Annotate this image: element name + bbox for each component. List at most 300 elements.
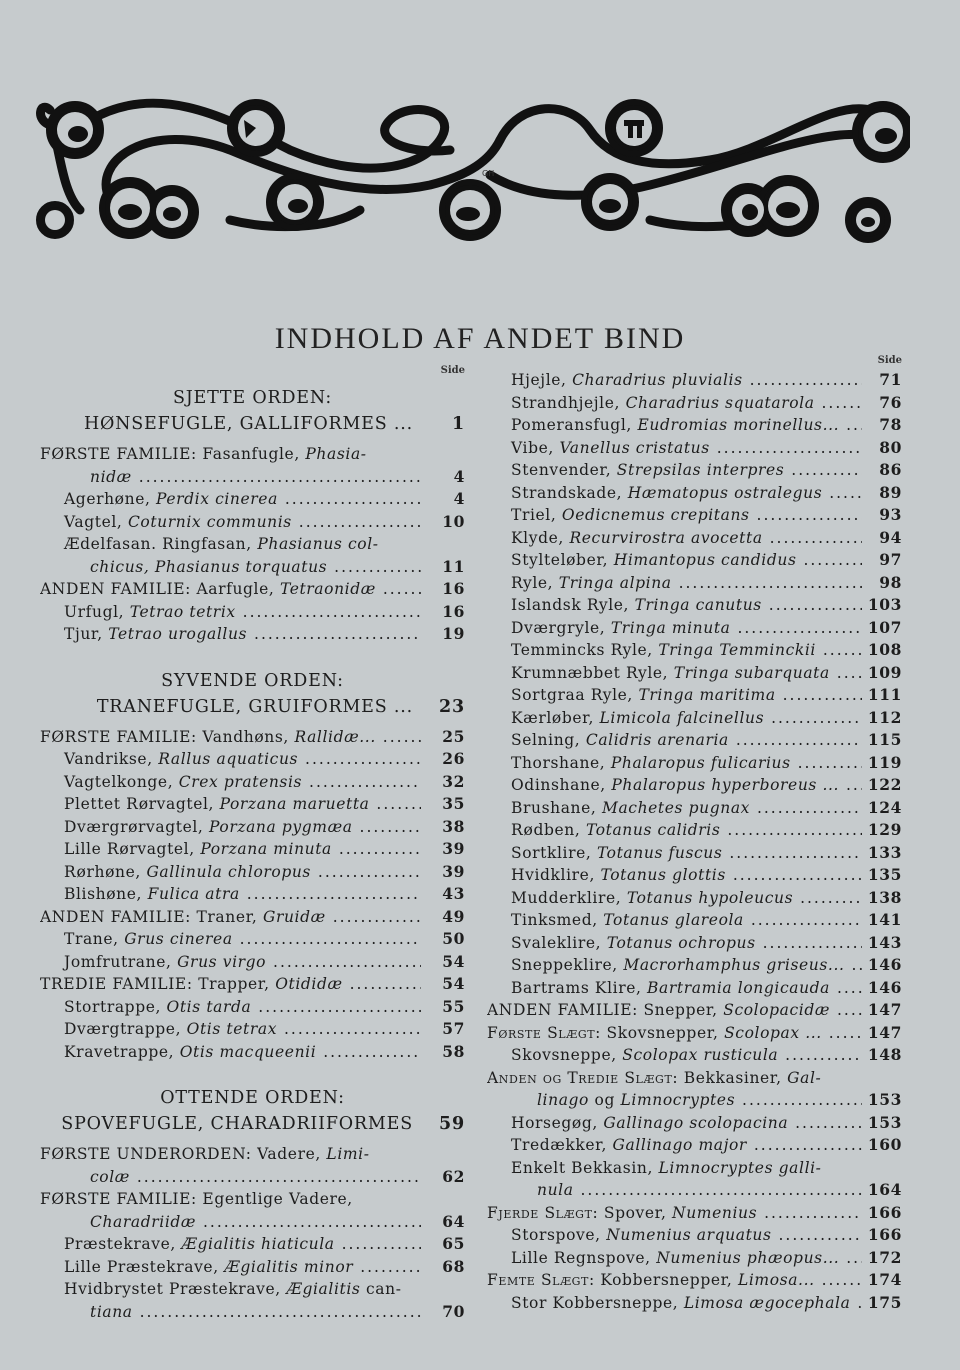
family-common-name: Trapper, (198, 975, 270, 993)
genus-latin-name: Numenius (672, 1203, 758, 1222)
common-name: Rørhøne, (64, 862, 141, 881)
latin-name-hyphen: can- (365, 1280, 402, 1298)
toc-entry[interactable] (487, 437, 902, 460)
order-heading: OTTENDE ORDEN: (160, 1088, 345, 1108)
page-number: 111 (867, 685, 902, 704)
family-common-name: Traner, (196, 907, 258, 926)
page-number: 147 (867, 1022, 902, 1042)
order-title: SPOVEFUGLE, CHARADRIIFORMES (61, 1114, 413, 1134)
toc-entry[interactable] (487, 1022, 902, 1045)
genus-label: Fjerde Slægt: (487, 1203, 599, 1222)
toc-entry[interactable] (487, 1089, 902, 1112)
toc-entry[interactable] (40, 1188, 465, 1211)
page-number: 78 (879, 415, 902, 434)
latin-name: Recurvirostra avocetta (569, 528, 763, 547)
order-title: TRANEFUGLE, GRUIFORMES ... (96, 696, 413, 717)
page-title: INDHOLD AF ANDET BIND (274, 322, 686, 356)
latin-name: Totanus fuscus (596, 843, 723, 862)
common-name: Enkelt Bekkasin, (511, 1158, 653, 1177)
toc-entry[interactable] (40, 511, 465, 534)
toc-entry[interactable] (487, 369, 902, 392)
latin-name: Porzana minuta (200, 840, 332, 858)
toc-entry[interactable] (40, 771, 465, 794)
page-number: 129 (867, 820, 902, 839)
common-name: Triel, (511, 506, 557, 524)
toc-entry[interactable] (487, 752, 902, 775)
page-number: 19 (442, 624, 465, 643)
side-column-label: Side (877, 355, 902, 366)
page-number: 103 (867, 595, 902, 614)
latin-name: Coturnix communis (127, 512, 292, 531)
latin-name: Phasianus col- (257, 535, 379, 553)
toc-entry[interactable] (487, 797, 902, 820)
common-name: Stenvender, (511, 461, 612, 479)
common-name: Agerhøne, (64, 490, 151, 508)
toc-entry[interactable] (487, 729, 902, 752)
toc-entry[interactable] (487, 1044, 902, 1067)
page-number: 4 (453, 489, 465, 508)
page-number: 38 (442, 816, 465, 836)
latin-name: Porzana pygmæa (208, 817, 353, 836)
common-name: Mudderklire, (511, 888, 622, 907)
page-number: 25 (442, 726, 465, 746)
latin-name: Scolopax rusticula (622, 1046, 779, 1064)
toc-entry[interactable] (487, 909, 902, 932)
page-number: 89 (879, 482, 902, 502)
page-number: 62 (442, 1166, 465, 1186)
latin-name: Totanus hypoleucus (626, 888, 794, 907)
latin-name: Otis tarda (166, 997, 252, 1016)
latin-name: Limnocryptes galli- (658, 1158, 822, 1177)
common-name: Vagtelkonge, (64, 772, 174, 791)
family-label: ANDEN FAMILIE: (40, 580, 191, 598)
genus-common-name: Skovsnepper, (606, 1023, 719, 1042)
latin-name: Charadrius pluvialis (572, 371, 743, 389)
latin-name: Totanus glottis (600, 866, 726, 884)
genus-latin-name-2: Limnocryptes (620, 1091, 736, 1109)
common-name: Urfugl, (64, 602, 125, 621)
page-number: 26 (442, 749, 465, 768)
family-latin-name: Gruidæ (262, 907, 326, 926)
latin-name: Fulica atra (147, 885, 240, 903)
common-name: Rødben, (511, 821, 581, 839)
page-number: 153 (867, 1090, 902, 1109)
toc-entry[interactable] (487, 617, 902, 640)
common-name: Sortgraa Ryle, (511, 686, 633, 704)
common-name: Tjur, (64, 625, 103, 643)
toc-entry[interactable] (40, 906, 465, 929)
family-latin-continuation: colæ (90, 1167, 130, 1186)
latin-name: Otis tetrax (186, 1020, 278, 1038)
common-name: Ryle, (511, 573, 554, 592)
genus-common-name: Kobbersnepper, (600, 1271, 733, 1289)
common-name: Jomfrutrane, (64, 952, 172, 971)
latin-name: Ægialitis hiaticula (181, 1235, 335, 1253)
latin-name: Gallinago scolopacina (603, 1113, 789, 1132)
genus-latin-name: Limosa... (737, 1271, 815, 1289)
family-label: FØRSTE UNDERORDEN: (40, 1145, 252, 1163)
page-number: 16 (442, 579, 465, 598)
common-name: Ædelfasan. Ringfasan, (64, 535, 252, 553)
toc-entry[interactable] (40, 726, 465, 749)
common-name: Kærløber, (511, 708, 594, 727)
genus-label: Femte Slægt: (487, 1271, 595, 1289)
toc-entry[interactable] (40, 1041, 465, 1064)
toc-entry[interactable] (40, 1211, 465, 1234)
common-name: Klyde, (511, 528, 564, 547)
toc-entry[interactable] (487, 1269, 902, 1292)
page-number: 138 (867, 887, 902, 907)
page-number: 148 (867, 1045, 902, 1064)
order-heading: SJETTE ORDEN: (172, 388, 333, 408)
page-number: 11 (442, 556, 465, 576)
latin-name-continuation: chicus, Phasianus torquatus (90, 557, 328, 576)
family-label: FØRSTE FAMILIE: (40, 445, 197, 463)
toc-entry[interactable] (487, 954, 902, 977)
latin-name: Tringa alpina (558, 573, 672, 592)
page-number: 107 (867, 617, 902, 637)
toc-entry[interactable] (487, 977, 902, 1000)
page-number: 141 (867, 910, 902, 929)
page-number: 43 (442, 884, 465, 903)
common-name: Vandrikse, (64, 750, 153, 768)
common-name: Krumnæbbet Ryle, (511, 663, 669, 682)
latin-name: Tringa maritima (638, 686, 776, 704)
common-name: Pomeransfugl, (511, 416, 632, 434)
toc-entry[interactable] (487, 774, 902, 797)
latin-name: Limosa ægocephala (683, 1293, 851, 1312)
common-name: Hvidklire, (511, 866, 595, 884)
page-number: 153 (867, 1112, 902, 1132)
page-number: 57 (442, 1019, 465, 1038)
page-number: 160 (867, 1135, 902, 1154)
page-number: 124 (867, 797, 902, 817)
page-number: 23 (439, 696, 465, 717)
toc-entry[interactable] (487, 707, 902, 730)
order-title-entry[interactable] (40, 1111, 465, 1137)
toc-entry[interactable] (40, 928, 465, 951)
page-number: 49 (442, 906, 465, 926)
bird-ornament-band (30, 80, 910, 255)
page-number: 65 (442, 1234, 465, 1253)
toc-entry[interactable] (487, 864, 902, 887)
common-name: Hjejle, (511, 371, 567, 389)
family-common-name: Vandhøns, (202, 727, 289, 746)
page-number: 109 (867, 662, 902, 682)
toc-entry[interactable] (487, 1224, 902, 1247)
page-number: 174 (867, 1270, 902, 1289)
conjunction: og (594, 1091, 615, 1109)
family-latin-name: Tetraonidæ (279, 580, 376, 598)
latin-name: Numenius phæopus... (656, 1248, 840, 1267)
page-number: 172 (867, 1247, 902, 1267)
latin-name-continuation: nula (537, 1181, 574, 1199)
latin-name: Tringa Temminckii (658, 641, 816, 659)
family-latin-continuation: nidæ (90, 467, 132, 486)
toc-entry[interactable] (487, 819, 902, 842)
toc-entry[interactable] (40, 1256, 465, 1279)
toc-entry[interactable] (40, 601, 465, 624)
common-name: Bartrams Klire, (511, 978, 642, 997)
toc-entry[interactable] (487, 662, 902, 685)
common-name: Dværgryle, (511, 618, 606, 637)
toc-entry[interactable] (487, 1134, 902, 1157)
common-name: Vagtel, (64, 512, 123, 531)
latin-name: Tetrao urogallus (108, 625, 248, 643)
latin-name: Calidris arenaria (585, 731, 729, 749)
toc-entry[interactable] (40, 1233, 465, 1256)
common-name: Horsegøg, (511, 1113, 598, 1132)
family-label: ANDEN FAMILIE: (40, 907, 191, 926)
toc-entry[interactable] (487, 1247, 902, 1270)
common-name: Svaleklire, (511, 933, 602, 952)
common-name: Stor Kobbersneppe, (511, 1293, 679, 1312)
toc-entry[interactable] (40, 556, 465, 579)
latin-name: Phalaropus fulicarius (610, 753, 791, 772)
page-number: 146 (867, 955, 902, 974)
page-number: 175 (867, 1292, 902, 1312)
common-name: Dværgtrappe, (64, 1020, 182, 1038)
toc-entry[interactable] (487, 1157, 902, 1180)
latin-name: Grus cinerea (124, 930, 233, 948)
family-common-name: Fasanfugle, (202, 445, 300, 463)
page-number: 68 (442, 1256, 465, 1276)
common-name: Plettet Rørvagtel, (64, 795, 215, 813)
common-name: Lille Rørvagtel, (64, 840, 195, 858)
genus-label: Anden og Tredie Slægt: (487, 1068, 679, 1087)
common-name: Thorshane, (511, 753, 606, 772)
toc-entry[interactable] (40, 1143, 465, 1166)
common-name: Odinshane, (511, 776, 606, 794)
page-number: 54 (442, 974, 465, 993)
latin-name-continuation: tiana (90, 1302, 133, 1321)
toc-entry[interactable] (487, 1067, 902, 1090)
family-latin-name: Otididæ (275, 975, 343, 993)
family-label: FØRSTE FAMILIE: (40, 727, 197, 746)
toc-entry[interactable] (40, 578, 465, 601)
toc-entry[interactable] (487, 594, 902, 617)
side-column-label: Side (440, 365, 465, 376)
page-number: 76 (879, 392, 902, 412)
family-latin-name: Limi- (326, 1145, 370, 1163)
common-name: Brushane, (511, 798, 597, 817)
page-number: 146 (867, 977, 902, 997)
latin-name: Tetrao tetrix (129, 602, 236, 621)
latin-name: Bartramia longicauda (647, 978, 831, 997)
common-name: Stortrappe, (64, 997, 162, 1016)
page-number: 16 (442, 601, 465, 621)
page-number: 119 (867, 752, 902, 772)
page-number: 143 (867, 932, 902, 952)
common-name: Hvidbrystet Præstekrave, (64, 1280, 281, 1298)
toc-entry[interactable] (40, 816, 465, 839)
common-name: Strandskade, (511, 483, 623, 502)
toc-entry[interactable] (40, 1301, 465, 1324)
latin-name: Ægialitis (286, 1280, 361, 1298)
toc-entry[interactable] (487, 459, 902, 482)
common-name: Islandsk Ryle, (511, 596, 630, 614)
latin-name: Strepsilas interpres (616, 461, 785, 479)
latin-name: Vanellus cristatus (559, 438, 710, 457)
latin-name: Phalaropus hyperboreus ... (611, 776, 840, 794)
toc-entry[interactable] (40, 466, 465, 489)
latin-name: Rallus aquaticus (158, 750, 299, 768)
latin-name: Himantopus candidus (613, 551, 797, 569)
page-number: 39 (442, 861, 465, 881)
toc-entry[interactable] (487, 639, 902, 662)
toc-entry[interactable] (40, 748, 465, 771)
family-latin-continuation: Charadriidæ (90, 1212, 197, 1231)
common-name: Sneppeklire, (511, 956, 618, 974)
genus-latin-name: Gal- (787, 1068, 822, 1087)
page-number: 64 (442, 1211, 465, 1231)
toc-entry[interactable] (40, 996, 465, 1019)
page-number: 80 (879, 437, 902, 457)
family-label: ANDEN FAMILIE: (487, 1001, 638, 1019)
toc-entry[interactable] (487, 392, 902, 415)
toc-entry[interactable] (487, 527, 902, 550)
svg-text:GH: GH (482, 169, 495, 178)
common-name: Skovsneppe, (511, 1046, 617, 1064)
page-number: 93 (879, 505, 902, 524)
latin-name: Tringa subarquata (673, 663, 830, 682)
family-latin-name: Rallidæ... (294, 727, 376, 746)
page-number: 94 (879, 527, 902, 547)
toc-entry[interactable] (40, 838, 465, 861)
page-number: 71 (879, 370, 902, 389)
page-number: 10 (442, 511, 465, 531)
page-number: 70 (442, 1301, 465, 1321)
family-latin-name: Scolopacidæ (723, 1001, 831, 1019)
latin-name: Otis macqueenii (179, 1042, 317, 1061)
page-number: 1 (452, 414, 465, 434)
toc-right-column (487, 355, 902, 1314)
latin-name: Numenius arquatus (606, 1226, 772, 1244)
common-name: Kravetrappe, (64, 1042, 175, 1061)
family-common-name: Aarfugle, (196, 580, 275, 598)
family-label: TREDIE FAMILIE: (40, 975, 193, 993)
toc-entry[interactable] (40, 861, 465, 884)
latin-name: Limicola falcinellus (599, 708, 765, 727)
toc-entry[interactable] (487, 1112, 902, 1135)
toc-entry[interactable] (40, 533, 465, 556)
page-number: 164 (867, 1180, 902, 1199)
page-number: 122 (867, 775, 902, 794)
page-number: 166 (867, 1202, 902, 1222)
latin-name: Gallinula chloropus (146, 862, 311, 881)
common-name: Selning, (511, 731, 581, 749)
family-common-name: Snepper, (643, 1001, 718, 1019)
genus-label: Første Slægt: (487, 1023, 601, 1042)
toc-entry[interactable] (40, 951, 465, 974)
page-number: 32 (442, 771, 465, 791)
common-name: Vibe, (511, 438, 554, 457)
order-title-entry[interactable] (40, 694, 465, 720)
toc-entry[interactable] (487, 549, 902, 572)
page-number: 112 (867, 707, 902, 727)
toc-entry[interactable] (487, 482, 902, 505)
toc-entry[interactable] (40, 1278, 465, 1301)
genus-latin-continuation: linago (537, 1091, 589, 1109)
latin-name: Eudromias morinellus... (637, 416, 840, 434)
toc-entry[interactable] (487, 887, 902, 910)
toc-entry[interactable] (40, 973, 465, 996)
page-number: 58 (442, 1041, 465, 1061)
page-number: 86 (879, 460, 902, 479)
toc-entry[interactable] (40, 1018, 465, 1041)
latin-name: Oedicnemus crepitans (561, 506, 750, 524)
order-title-entry[interactable] (40, 411, 465, 437)
family-label: FØRSTE FAMILIE: (40, 1190, 197, 1208)
latin-name: Totanus calidris (585, 821, 721, 839)
common-name: Lille Præstekrave, (64, 1257, 219, 1276)
toc-entry[interactable] (487, 684, 902, 707)
latin-name: Perdix cinerea (156, 490, 278, 508)
latin-name: Macrorhamphus griseus... (623, 956, 845, 974)
page-number: 54 (442, 951, 465, 971)
toc-entry[interactable] (40, 443, 465, 466)
toc-entry[interactable] (487, 1202, 902, 1225)
page-number: 35 (442, 794, 465, 813)
toc-entry[interactable] (40, 793, 465, 816)
common-name: Stylteløber, (511, 551, 609, 569)
toc-entry[interactable] (40, 1166, 465, 1189)
latin-name: Grus virgo (177, 952, 267, 971)
page-number: 55 (442, 996, 465, 1016)
toc-entry[interactable] (40, 883, 465, 906)
genus-common-name: Spover, (603, 1203, 667, 1222)
page-number: 108 (867, 640, 902, 659)
toc-entry[interactable] (487, 842, 902, 865)
order-heading: SYVENDE ORDEN: (161, 670, 344, 691)
latin-name: Hæmatopus ostralegus (627, 483, 823, 502)
common-name: Strandhjejle, (511, 393, 621, 412)
common-name: Tinksmed, (511, 911, 598, 929)
page-number: 135 (867, 865, 902, 884)
toc-entry[interactable] (487, 999, 902, 1022)
common-name: Storspove, (511, 1226, 601, 1244)
latin-name: Crex pratensis (178, 772, 303, 791)
toc-entry[interactable] (487, 1292, 902, 1315)
page-number: 98 (879, 572, 902, 592)
toc-entry[interactable] (40, 623, 465, 646)
family-common-name: Vadere, (257, 1145, 321, 1163)
latin-name: Tringa canutus (634, 596, 762, 614)
page-number: 50 (442, 929, 465, 948)
toc-entry[interactable] (487, 932, 902, 955)
common-name: Trane, (64, 930, 119, 948)
page-number: 133 (867, 842, 902, 862)
family-latin-name: Phasia- (305, 445, 367, 463)
latin-name: Totanus glareola (603, 911, 744, 929)
latin-name: Tringa minuta (610, 618, 731, 637)
page-number: 39 (442, 839, 465, 858)
latin-name: Ægialitis minor (224, 1257, 354, 1276)
toc-entry[interactable] (487, 414, 902, 437)
genus-latin-name: Scolopax ... (724, 1023, 822, 1042)
page-number: 4 (453, 466, 465, 486)
common-name: Tredækker, (511, 1136, 608, 1154)
toc-entry[interactable] (487, 504, 902, 527)
common-name: Blishøne, (64, 885, 143, 903)
toc-entry[interactable] (487, 572, 902, 595)
common-name: Sortklire, (511, 843, 592, 862)
toc-entry[interactable] (40, 488, 465, 511)
page-number: 97 (879, 550, 902, 569)
toc-left-column (40, 365, 465, 1323)
toc-entry[interactable] (487, 1179, 902, 1202)
latin-name: Porzana maruetta (219, 795, 370, 813)
